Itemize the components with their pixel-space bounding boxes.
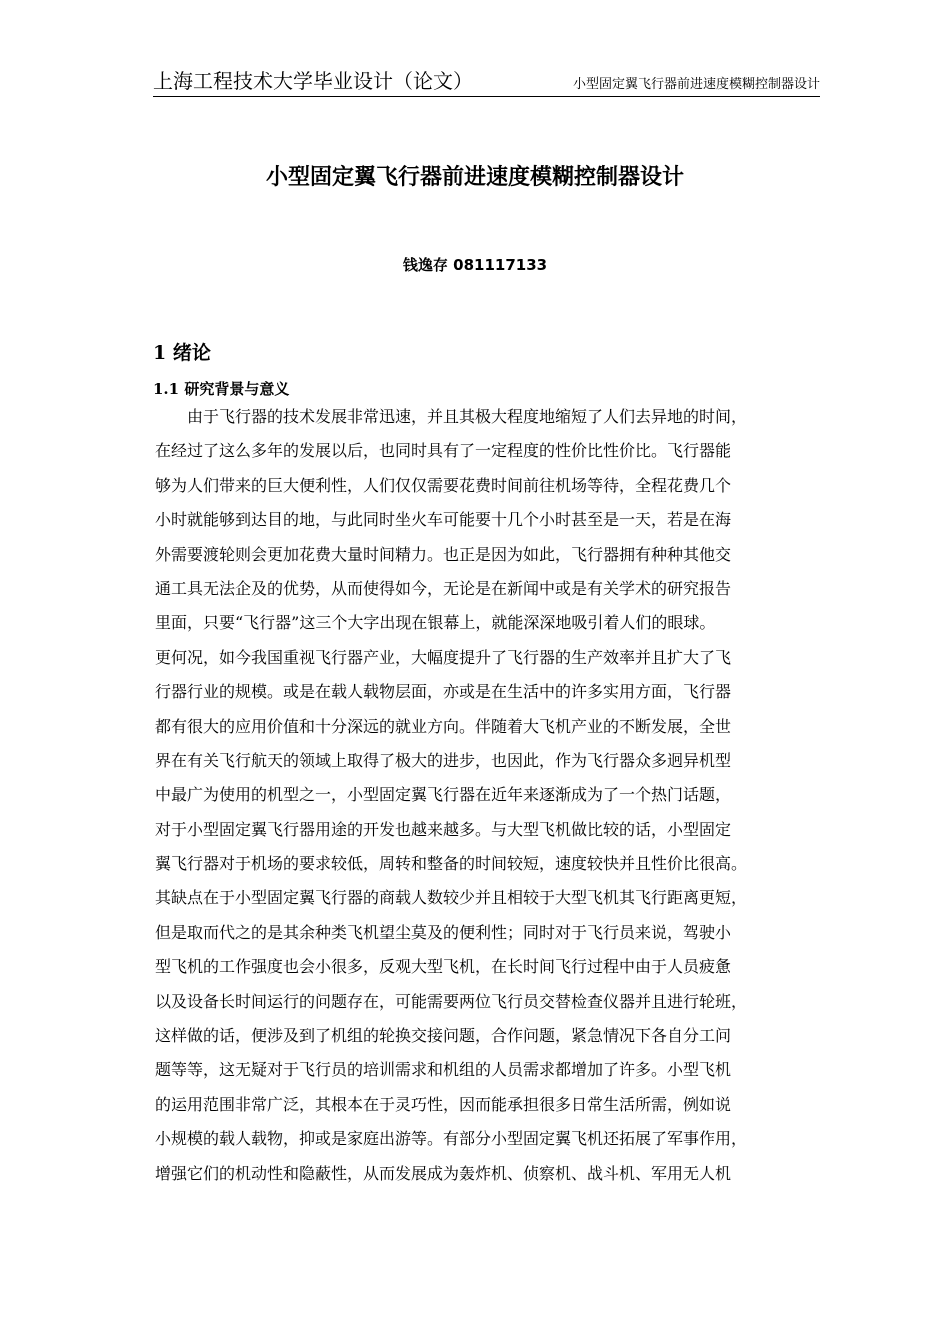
text-line: 小规模的载人载物，抑或是家庭出游等。有部分小型固定翼飞机还拓展了军事作用， [155, 1129, 748, 1149]
text-line: 增强它们的机动性和隐蔽性，从而发展成为轰炸机、侦察机、战斗机、军用无人机 [155, 1163, 732, 1183]
text-line: 界在有关飞行航天的领域上取得了极大的进步，也因此，作为飞行器众多迥异机型 [155, 750, 732, 770]
section-heading: 1 绪论 [153, 342, 211, 364]
text-line: 这样做的话，便涉及到了机组的轮换交接问题，合作问题，紧急情况下各自分工问 [155, 1026, 732, 1046]
body-paragraph [155, 400, 855, 1191]
subsection-heading: 1.1 研究背景与意义 [153, 380, 290, 398]
text-line: 行器行业的规模。或是在载人载物层面，亦或是在生活中的许多实用方面，飞行器 [155, 682, 732, 702]
text-line: 由于飞行器的技术发展非常迅速，并且其极大程度地缩短了人们去异地的时间， [187, 407, 748, 426]
running-header [153, 66, 820, 97]
paper-title: 小型固定翼飞行器前进速度模糊控制器设计 [265, 165, 684, 190]
text-line: 都有很大的应用价值和十分深远的就业方向。伴随着大飞机产业的不断发展，全世 [155, 716, 732, 736]
header-university-title: 上海工程技术大学毕业设计（论文） [153, 69, 473, 93]
text-line: 其缺点在于小型固定翼飞行器的商载人数较少并且相较于大型飞机其飞行距离更短， [155, 888, 748, 908]
text-line: 型飞机的工作强度也会小很多，反观大型飞机，在长时间飞行过程中由于人员疲惫 [155, 957, 732, 977]
author-line: 钱逸存 081117133 [402, 256, 548, 274]
text-line: 以及设备长时间运行的问题存在，可能需要两位飞行员交替检查仪器并且进行轮班， [155, 991, 748, 1011]
header-thesis-title: 小型固定翼飞行器前进速度模糊控制器设计 [572, 77, 820, 92]
text-line: 对于小型固定翼飞行器用途的开发也越来越多。与大型飞机做比较的话，小型固定 [155, 819, 732, 839]
text-line: 外需要渡轮则会更加花费大量时间精力。也正是因为如此，飞行器拥有种种其他交 [155, 544, 732, 564]
text-line: 中最广为使用的机型之一，小型固定翼飞行器在近年来逐渐成为了一个热门话题， [155, 785, 732, 805]
text-line: 题等等，这无疑对于飞行员的培训需求和机组的人员需求都增加了许多。小型飞机 [155, 1060, 732, 1080]
text-line: 的运用范围非常广泛，其根本在于灵巧性，因而能承担很多日常生活所需，例如说 [155, 1094, 732, 1114]
text-line: 里面，只要“飞行器”这三个大字出现在银幕上，就能深深地吸引着人们的眼球。 [155, 613, 716, 633]
text-line: 更何况，如今我国重视飞行器产业，大幅度提升了飞行器的生产效率并且扩大了飞 [155, 647, 732, 667]
text-line: 在经过了这么多年的发展以后，也同时具有了一定程度的性价比性价比。飞行器能 [155, 441, 732, 461]
text-line: 小时就能够到达目的地，与此同时坐火车可能要十几个小时甚至是一天，若是在海 [155, 510, 732, 530]
text-line: 翼飞行器对于机场的要求较低，周转和整备的时间较短，速度较快并且性价比很高。 [155, 854, 748, 874]
text-line: 但是取而代之的是其余种类飞机望尘莫及的便利性；同时对于飞行员来说，驾驶小 [155, 922, 732, 942]
text-line: 通工具无法企及的优势，从而使得如今，无论是在新闻中或是有关学术的研究报告 [155, 578, 732, 598]
text-line: 够为人们带来的巨大便利性，人们仅仅需要花费时间前往机场等待，全程花费几个 [155, 475, 732, 495]
